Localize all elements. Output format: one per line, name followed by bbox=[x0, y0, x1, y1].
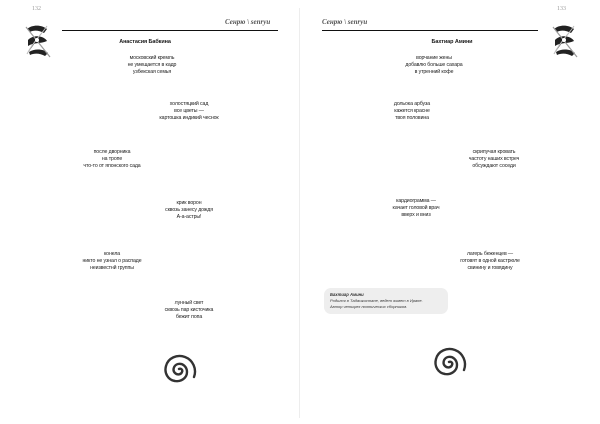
poem-line: картошка индикий чеснок bbox=[159, 115, 219, 121]
page-number: 133 bbox=[557, 6, 566, 12]
poem-line: московский кремль bbox=[129, 55, 175, 61]
poem-line: добавлю больше сахара bbox=[405, 62, 463, 68]
poem bbox=[159, 101, 218, 122]
note-line: Автор четырех поэтических сборников. bbox=[330, 304, 408, 309]
poem-line: скрипучая кровать bbox=[472, 149, 516, 155]
poem bbox=[82, 251, 141, 272]
poem-line: крик ворон bbox=[176, 200, 202, 206]
poem bbox=[394, 101, 430, 122]
poem-line: твоя половина bbox=[395, 115, 429, 121]
poem bbox=[128, 55, 177, 76]
poem-line: частоту наших встреч bbox=[468, 156, 520, 162]
poem-line: на тропе bbox=[101, 156, 123, 162]
note-line: Родился в Таджикистане, ведет живет в Иране. bbox=[330, 298, 423, 303]
poem-line: после дворника bbox=[93, 149, 131, 155]
poem bbox=[469, 149, 520, 170]
poem-line: качает головой врач bbox=[392, 205, 440, 211]
header-rule bbox=[62, 30, 278, 31]
poem bbox=[393, 198, 440, 219]
emblem-icon bbox=[547, 20, 581, 60]
poem-line: все цветы — bbox=[174, 108, 204, 114]
poem bbox=[165, 200, 213, 221]
poem bbox=[165, 300, 214, 321]
poem-line: в утренний кофе bbox=[414, 69, 454, 75]
poem bbox=[460, 251, 520, 272]
spiral-icon bbox=[158, 348, 200, 390]
poem-line: кардиограмма — bbox=[396, 198, 436, 204]
right-page bbox=[300, 0, 600, 424]
poem-line: кажется красне bbox=[394, 108, 430, 114]
poem bbox=[405, 55, 462, 76]
poem bbox=[83, 149, 140, 170]
poem-line: узбекская семья bbox=[132, 69, 172, 75]
poem-line: А-а-астры! bbox=[176, 214, 202, 220]
poem-line: готовят в одной кастрюле bbox=[460, 258, 520, 264]
poem-line: свинину и говядину bbox=[467, 265, 513, 271]
poem-line: дольока арбуза bbox=[393, 101, 431, 107]
poem-line: конела bbox=[103, 251, 121, 257]
poem-line: обсуждают соседи bbox=[472, 163, 516, 169]
emblem-icon bbox=[20, 20, 54, 60]
page-number: 132 bbox=[32, 6, 41, 12]
poem-line: сквозь занесу дождя bbox=[165, 207, 213, 213]
poem-line: ворчание жены bbox=[416, 55, 452, 61]
poem-line: вверх и вниз bbox=[401, 212, 431, 218]
header-rule bbox=[322, 30, 538, 31]
poem-line: лунный свет bbox=[174, 300, 204, 306]
running-head: Сенрю \ senryu bbox=[225, 18, 271, 26]
poem-line: никто не узнал о распаде bbox=[82, 258, 142, 264]
poem-line: что-то от японского сада bbox=[83, 163, 141, 169]
running-head: Сенрю \ senryu bbox=[322, 18, 368, 26]
poem-line: лагерь беженцев — bbox=[466, 251, 514, 257]
author-name: Бахтиар Амини bbox=[431, 39, 473, 45]
note-author: Бахтиар Амини bbox=[330, 292, 364, 297]
poem-line: бежит попа bbox=[175, 314, 203, 320]
author-note bbox=[324, 288, 448, 314]
spiral-icon bbox=[428, 341, 470, 383]
poem-line: неизвестнй группы bbox=[90, 265, 134, 271]
poem-line: сквозь пар кисточика bbox=[164, 307, 214, 313]
poem-line: не умещается в кадр bbox=[127, 62, 177, 68]
author-name: Анастасия Бабкина bbox=[119, 39, 171, 45]
poem-line: холостяцкий сад bbox=[169, 101, 209, 107]
